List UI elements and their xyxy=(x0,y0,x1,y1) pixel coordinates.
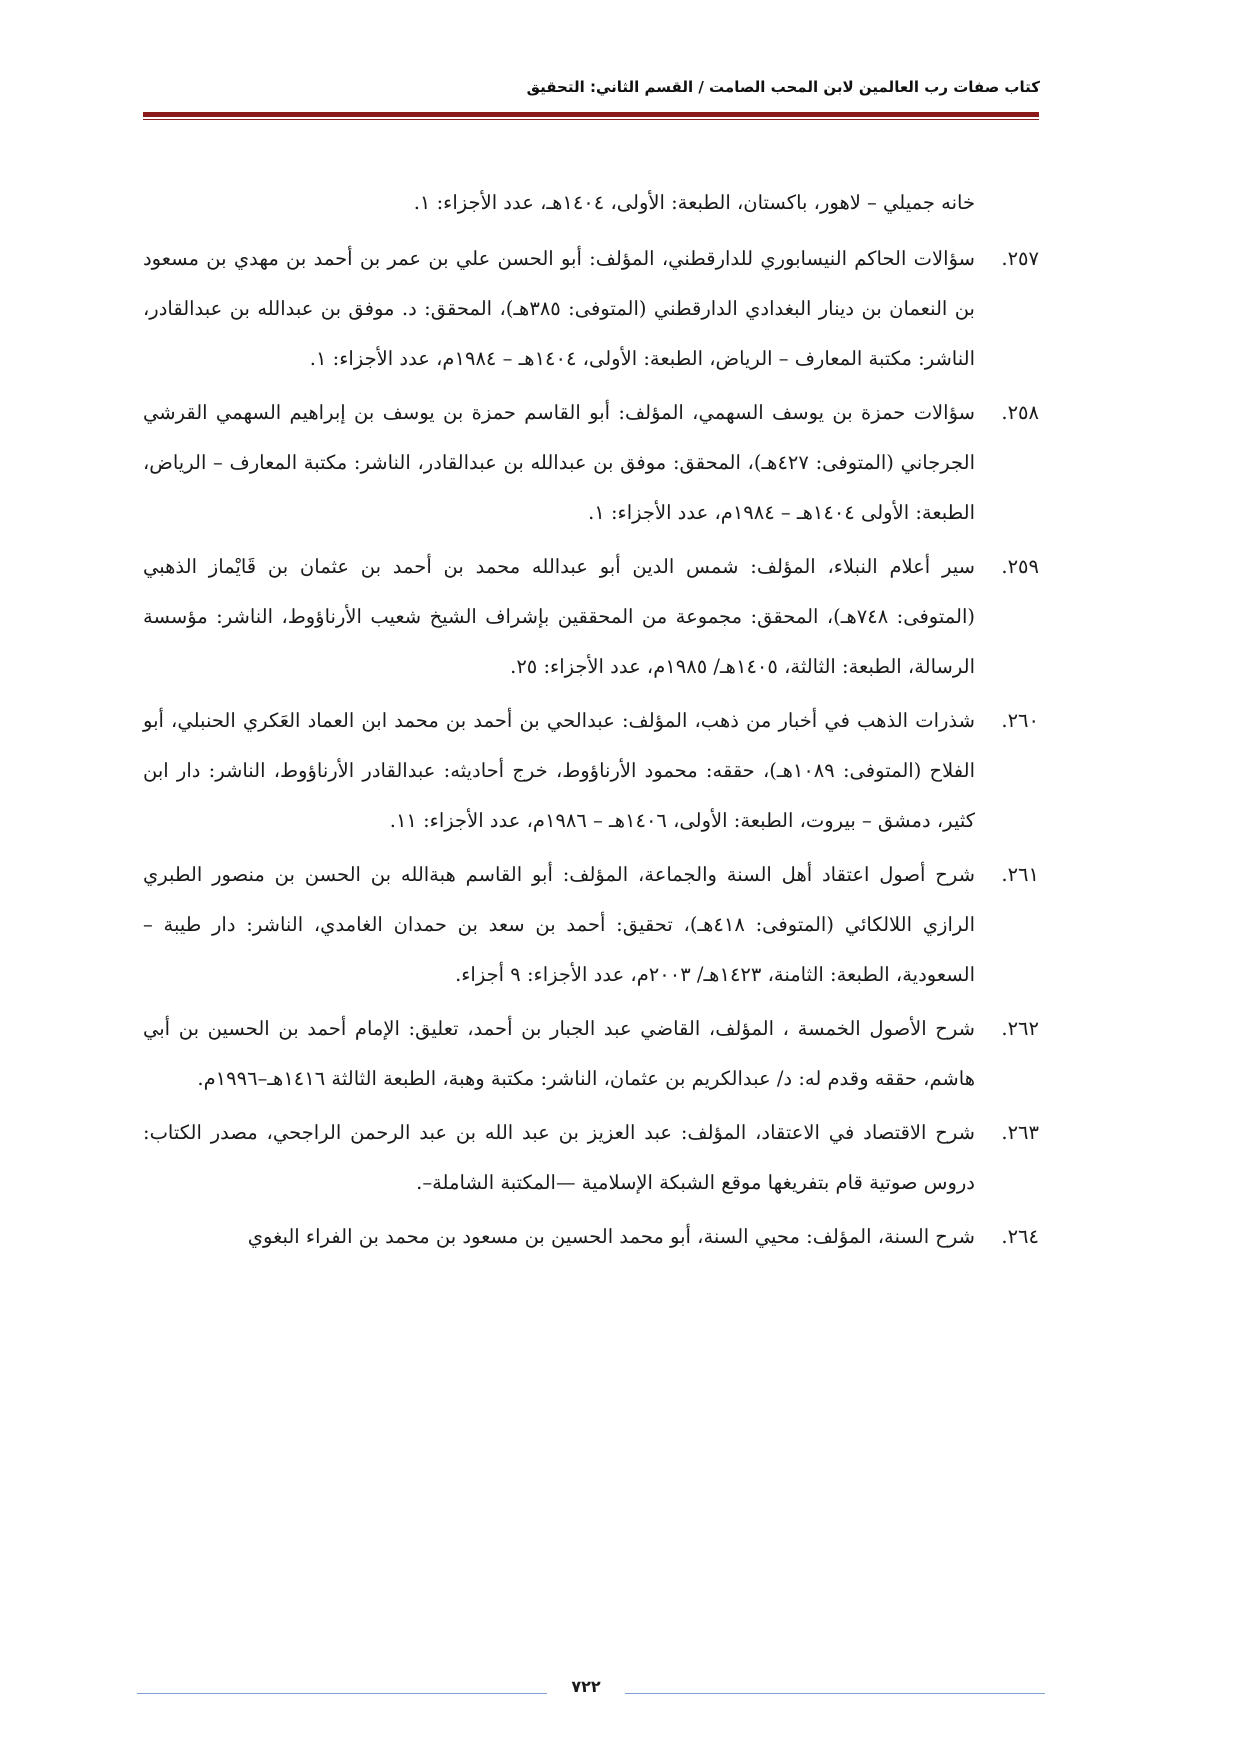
continuation-line: خانه جميلي – لاهور، باكستان، الطبعة: الأولى، ١٤٠٤هـ، عدد الأجزاء: ١. xyxy=(413,191,975,214)
bibliography-entry xyxy=(143,388,1039,538)
entry-text: شرح الاقتصاد في الاعتقاد، المؤلف: عبد العزيز بن عبد الله بن عبد الرحمن الراجحي، مصدر الكتاب: دروس صوتية قام بتفريغها موقع الشبكة الإسلامية —المكتبة الشاملة–. xyxy=(143,1121,975,1194)
bibliography-entry xyxy=(143,542,1039,692)
bibliography-entry xyxy=(143,234,1039,384)
running-header-title: كتاب صفات رب العالمين لابن المحب الصامت / القسم الثاني: التحقيق xyxy=(526,78,1040,96)
footer-rule-left xyxy=(137,1693,547,1694)
page-number: ٧٢٢ xyxy=(571,1677,601,1696)
entry-number: ٢٦٢. xyxy=(1001,1017,1039,1040)
entry-text: شرح السنة، المؤلف: محيي السنة، أبو محمد الحسين بن مسعود بن محمد بن الفراء البغوي xyxy=(247,1225,975,1248)
header-rule-thick xyxy=(143,112,1039,117)
entry-text: سؤالات الحاكم النيسابوري للدارقطني، المؤلف: أبو الحسن علي بن عمر بن أحمد بن مهدي بن مسعود بن النعمان بن دينار البغدادي الدارقطني (المتوفى: ٣٨٥هـ)، المحقق: د. موفق بن عبدالله بن عبدالقادر، الناشر: مكتبة المعارف – الرياض، الطبعة: الأولى، ١٤٠٤هـ – ١٩٨٤م، عدد الأجزاء: ١. xyxy=(143,247,975,370)
bibliography-entry xyxy=(143,1212,1039,1262)
header-rule-thin xyxy=(143,119,1039,120)
entries-container xyxy=(143,234,1039,1262)
entry-number: ٢٥٨. xyxy=(1001,401,1039,424)
bibliography-entry xyxy=(143,1004,1039,1104)
entry-number: ٢٦٣. xyxy=(1001,1121,1039,1144)
footer-rule-right xyxy=(625,1693,1045,1694)
entry-number: ٢٥٧. xyxy=(1001,247,1039,270)
entry-number: ٢٦١. xyxy=(1001,863,1039,886)
bibliography-entry xyxy=(143,850,1039,1000)
entry-text: شرح الأصول الخمسة ، المؤلف، القاضي عبد الجبار بن أحمد، تعليق: الإمام أحمد بن الحسين بن أبي هاشم، حققه وقدم له: د/ عبدالكريم بن عثمان، الناشر: مكتبة وهبة، الطبعة الثالثة ١٤١٦هـ–١٩٩٦م. xyxy=(143,1017,975,1090)
bibliography-entry xyxy=(143,1108,1039,1208)
entry-number: ٢٦٠. xyxy=(1001,709,1039,732)
entry-text: سير أعلام النبلاء، المؤلف: شمس الدين أبو عبدالله محمد بن أحمد بن عثمان بن قَايْماز الذهبي (المتوفى: ٧٤٨هـ)، المحقق: مجموعة من المحققين بإشراف الشيخ شعيب الأرناؤوط، الناشر: مؤسسة الرسالة، الطبعة: الثالثة، ١٤٠٥هـ/ ١٩٨٥م، عدد الأجزاء: ٢٥. xyxy=(143,555,976,678)
entry-text: سؤالات حمزة بن يوسف السهمي، المؤلف: أبو القاسم حمزة بن يوسف بن إبراهيم السهمي القرشي الجرجاني (المتوفى: ٤٢٧هـ)، المحقق: موفق بن عبدالله بن عبدالقادر، الناشر: مكتبة المعارف – الرياض، الطبعة: الأولى ١٤٠٤هـ – ١٩٨٤م، عدد الأجزاء: ١. xyxy=(143,401,976,524)
entry-text: شذرات الذهب في أخبار من ذهب، المؤلف: عبدالحي بن أحمد بن محمد ابن العماد العَكري الحنبلي، أبو الفلاح (المتوفى: ١٠٨٩هـ)، حققه: محمود الأرناؤوط، خرج أحاديثه: عبدالقادر الأرناؤوط، الناشر: دار ابن كثير، دمشق – بيروت، الطبعة: الأولى، ١٤٠٦هـ – ١٩٨٦م، عدد الأجزاء: ١١. xyxy=(143,709,975,832)
bibliography-list xyxy=(143,178,1039,1266)
entry-text: شرح أصول اعتقاد أهل السنة والجماعة، المؤلف: أبو القاسم هبةالله بن الحسن بن منصور الطبري الرازي اللالكائي (المتوفى: ٤١٨هـ)، تحقيق: أحمد بن سعد بن حمدان الغامدي، الناشر: دار طيبة – السعودية، الطبعة: الثامنة، ١٤٢٣هـ/ ٢٠٠٣م، عدد الأجزاء: ٩ أجزاء. xyxy=(143,863,975,986)
entry-number: ٢٦٤. xyxy=(1001,1225,1039,1248)
bibliography-entry xyxy=(143,696,1039,846)
entry-number: ٢٥٩. xyxy=(1001,555,1039,578)
